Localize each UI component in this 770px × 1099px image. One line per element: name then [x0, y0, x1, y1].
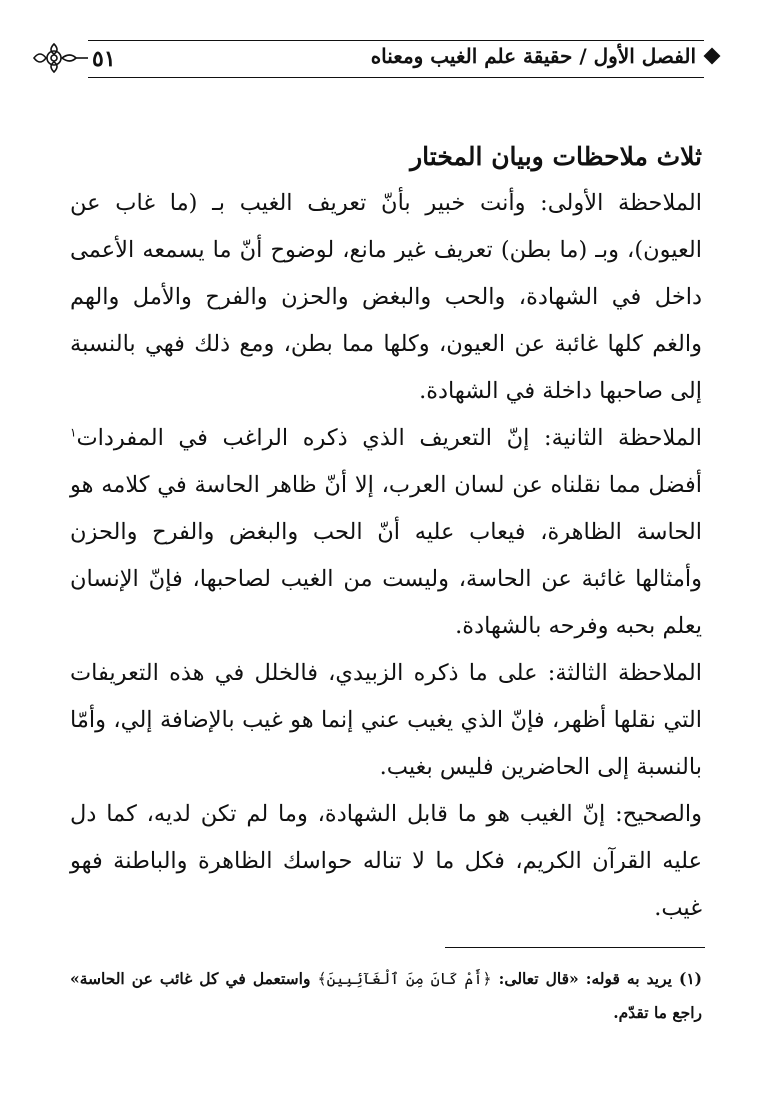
header-bottom-rule — [88, 77, 704, 78]
footnote — [70, 962, 702, 1030]
footnote-text-start: (١) يريد به قوله: «قال تعالى: — [491, 969, 702, 988]
page-header — [30, 38, 722, 82]
paragraph-third-note: الملاحظة الثالثة: على ما ذكره الزبيدي، فالخلل في هذه التعريفات التي نقلها أظهر، فإنّ الذي يغيب عني إنما هو غيب بالإضافة إلي، وأمّا بالنسبة إلى الحاضرين فليس بغيب. — [70, 660, 702, 780]
footnote-reference[interactable]: ١ — [70, 425, 77, 440]
second-note-text-end: أفضل مما نقلناه عن لسان العرب، إلا أنّ ظاهر الحاسة في كلامه هو الحاسة الظاهرة، فيعاب عليه أنّ الحب والبغض والفرح والحزن وأمثالها غائبة عن الحاسة، وليست من الغيب لصاحبها، فإنّ الإنسان يعلم بحبه وفرحه بالشهادة. — [70, 472, 702, 639]
second-note-text-start: الملاحظة الثانية: إنّ التعريف الذي ذكره الراغب في المفردات — [76, 425, 702, 451]
footnote-text-end: واستعمل في كل غائب عن الحاسة» راجع ما تقدّم. — [70, 969, 702, 1022]
paragraph-second-note — [70, 415, 702, 650]
floral-ornament-icon — [30, 40, 90, 76]
paragraph-first-note: الملاحظة الأولى: وأنت خبير بأنّ تعريف الغيب بـ (ما غاب عن العيون)، وبـ (ما بطن) تعريف غير مانع، لوضوح أنّ ما يسمعه الأعمى داخل في الشهادة، والحب والبغض والحزن والفرح والأمل والهم والغم كلها غائبة عن العيون، وكلها مما بطن، ومع ذلك فهي بالنسبة إلى صاحبها داخلة في الشهادة. — [70, 190, 702, 404]
footnote-rule — [445, 947, 705, 948]
main-content — [70, 140, 702, 932]
header-top-rule — [88, 40, 704, 41]
section-heading: ثلاث ملاحظات وبيان المختار — [410, 142, 702, 171]
diamond-ornament-icon — [704, 48, 721, 65]
paragraph-conclusion: والصحيح: إنّ الغيب هو ما قابل الشهادة، وما لم تكن لديه، كما دل عليه القرآن الكريم، فكل ما لا تناله حواسك الظاهرة والباطنة فهو غيب. — [70, 801, 702, 921]
quran-quote: ﴿أَمْ كَانَ مِنَ ٱلْغَآئِبِينَ﴾ — [317, 970, 492, 988]
page-number: ٥١ — [92, 46, 116, 72]
running-title: الفصل الأول / حقيقة علم الغيب ومعناه — [370, 44, 696, 68]
